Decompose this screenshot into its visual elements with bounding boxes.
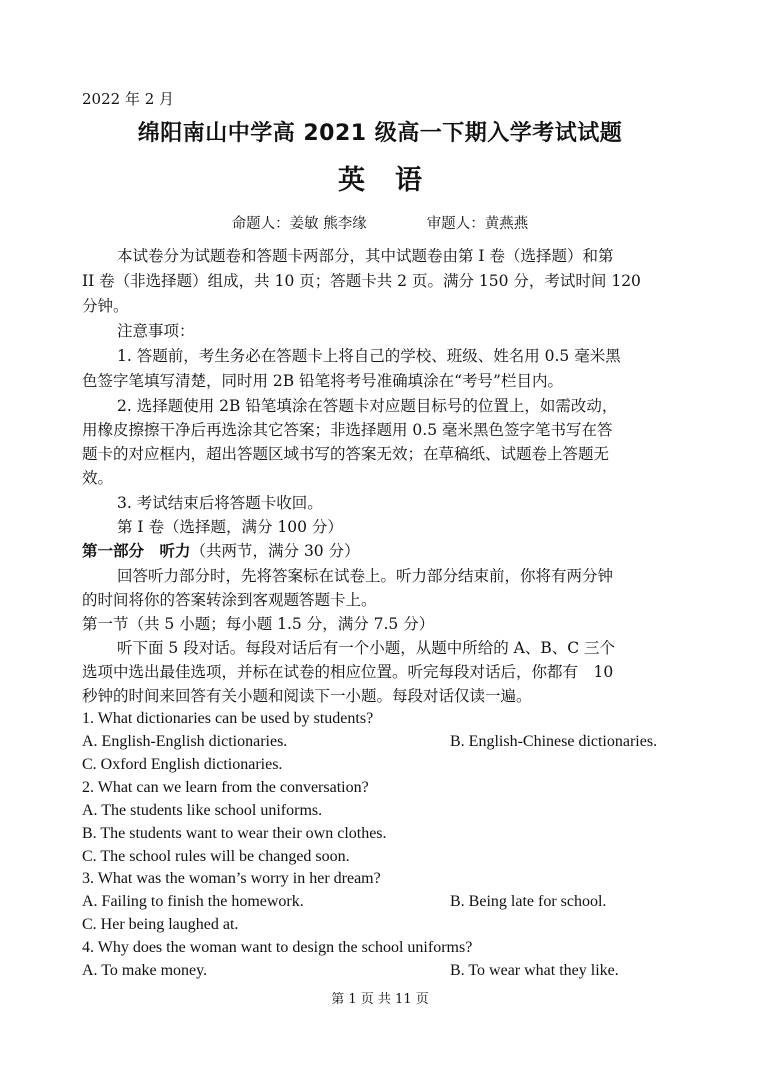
question-3-option-a: A. Failing to finish the homework. [82, 893, 304, 910]
question-3-option-c: C. Her being laughed at. [82, 916, 239, 933]
section-1-desc-line-2: 选项中选出最佳选项，并标在试卷的相应位置。听完每段对话后，你都有 10 [82, 663, 614, 681]
question-2-option-a: A. The students like school uniforms. [82, 802, 323, 819]
note-2-line-4: 效。 [82, 469, 114, 487]
part-1-heading [82, 540, 678, 562]
volume-1-title: 第 I 卷（选择题，满分 100 分） [117, 518, 343, 536]
intro-line-2: II 卷（非选择题）组成，共 10 页；答题卡共 2 页。满分 150 分，考试时间 120 [82, 272, 641, 290]
section-1-title: 第一节（共 5 小题；每小题 1.5 分，满分 7.5 分） [82, 615, 435, 633]
question-2-option-c: C. The school rules will be changed soon. [82, 848, 350, 865]
note-1-line-1: 1. 答题前，考生务必在答题卡上将自己的学校、班级、姓名用 0.5 毫米黑 [117, 347, 621, 365]
question-4-option-a: A. To make money. [82, 962, 208, 979]
note-2-line-1: 2. 选择题使用 2B 铅笔填涂在答题卡对应题目标号的位置上，如需改动， [117, 397, 618, 415]
question-2: 2. What can we learn from the conversation? [82, 779, 369, 796]
intro-line-1: 本试卷分为试题卷和答题卡两部分，其中试题卷由第 I 卷（选择题）和第 [117, 247, 614, 265]
question-3: 3. What was the woman’s worry in her dream? [82, 870, 381, 887]
note-2-line-2: 用橡皮擦擦干净后再选涂其它答案；非选择题用 0.5 毫米黑色签字笔书写在答 [82, 421, 613, 439]
page-footer: 第 1 页 共 11 页 [331, 992, 429, 1007]
exam-title: 绵阳南山中学高 2021 级高一下期入学考试试题 [137, 121, 623, 146]
notes-title: 注意事项： [117, 322, 195, 340]
part-1-heading-suffix: （共两节，满分 30 分） [190, 542, 360, 560]
part-1-desc-line-2: 的时间将你的答案转涂到客观题答题卡上。 [82, 591, 377, 609]
author-label: 命题人：姜敏 熊李缘 [231, 216, 367, 232]
note-2-line-3: 题卡的对应框内，超出答题区域书写的答案无效；在草稿纸、试题卷上答题无 [82, 445, 610, 463]
section-1-desc-line-3: 秒钟的时间来回答有关小题和阅读下一小题。每段对话仅读一遍。 [82, 687, 532, 705]
note-1-line-2: 色签字笔填写清楚，同时用 2B 铅笔将考号准确填涂在“考号”栏目内。 [82, 372, 563, 390]
subject-title [0, 158, 760, 197]
question-4-option-b: B. To wear what they like. [450, 962, 619, 979]
question-4: 4. Why does the woman want to design the school uniforms? [82, 939, 473, 956]
part-1-desc-line-1: 回答听力部分时，先将答案标在试卷上。听力部分结束前，你将有两分钟 [117, 567, 614, 585]
exam-date: 2022 年 2 月 [82, 90, 175, 108]
reviewer-label: 审题人：黄燕燕 [426, 216, 529, 232]
subject-char-1: 英 [338, 165, 365, 196]
note-3: 3. 考试结束后将答题卡收回。 [117, 494, 323, 512]
question-3-option-b: B. Being late for school. [450, 893, 607, 910]
authors-line [0, 212, 760, 233]
intro-line-3: 分钟。 [82, 297, 129, 315]
section-1-desc-line-1: 听下面 5 段对话。每段对话后有一个小题，从题中所给的 A、B、C 三个 [117, 639, 616, 657]
question-1: 1. What dictionaries can be used by students? [82, 710, 374, 727]
question-1-option-a: A. English-English dictionaries. [82, 733, 288, 750]
question-1-option-b: B. English-Chinese dictionaries. [450, 733, 658, 750]
question-2-option-b: B. The students want to wear their own clothes. [82, 825, 387, 842]
part-1-heading-label: 第一部分 听力 [82, 542, 191, 560]
question-1-option-c: C. Oxford English dictionaries. [82, 756, 283, 773]
subject-char-2: 语 [395, 165, 422, 196]
